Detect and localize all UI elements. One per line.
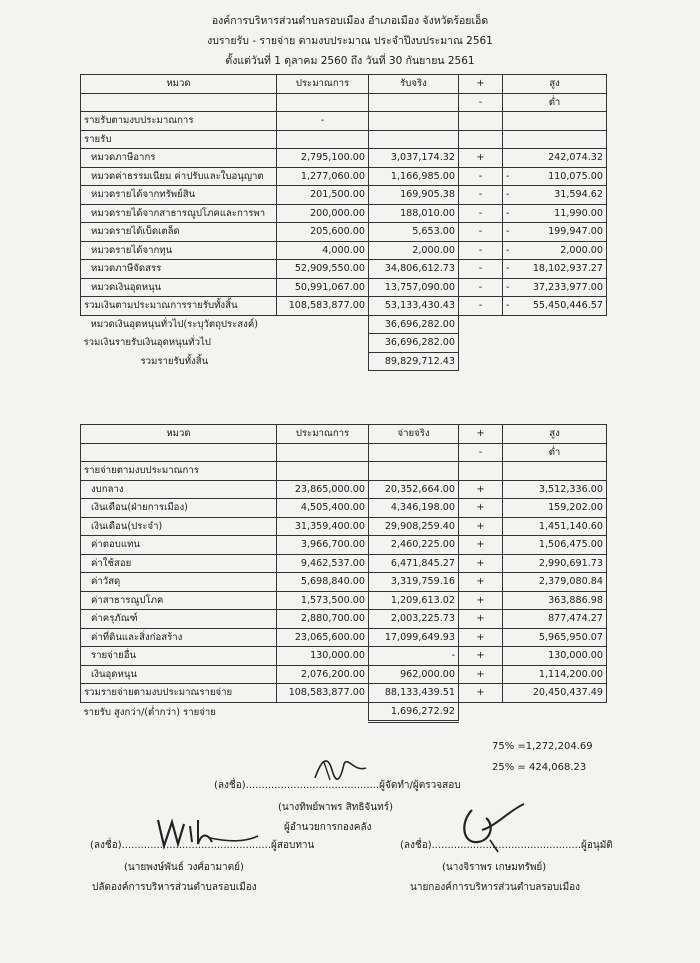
income-row-sign2: - — [506, 281, 510, 293]
income-col-minus: - — [459, 93, 503, 112]
income-row-diff — [503, 204, 607, 223]
income-row — [81, 241, 607, 260]
note-75-percent: 75% =1,272,204.69 — [492, 741, 593, 752]
expense-total-row — [81, 684, 607, 703]
income-row — [81, 186, 607, 205]
signature-1-line: (ลงชื่อ)..........................................ผู้จัดทำ/ผู้ตรวจสอบ — [214, 780, 461, 791]
expense-row-sign: + — [459, 628, 503, 647]
expense-total-diff: 20,450,437.49 — [503, 684, 607, 703]
expense-row-actual: 2,460,225.00 — [369, 536, 459, 555]
income-extra-label: รวมเงินรายรับเงินอุดหนุนทั่วไป — [83, 337, 211, 349]
expense-col-minus: - — [459, 443, 503, 462]
income-col-actual: รับจริง — [369, 75, 459, 94]
income-row — [81, 260, 607, 279]
signature-1-role: ผู้อำนวยการกองคลัง — [284, 822, 372, 833]
income-row-diff-value: 31,594.62 — [554, 189, 603, 201]
income-row-diff-value: 11,990.00 — [554, 207, 603, 219]
income-row-sign2: - — [506, 263, 510, 275]
expense-header-row — [81, 425, 607, 444]
expense-row — [81, 536, 607, 555]
income-row-sign: - — [459, 223, 503, 242]
expense-row-sign: + — [459, 591, 503, 610]
expense-row-diff: 877,474.27 — [503, 610, 607, 629]
income-row-budget: 50,991,067.00 — [277, 278, 369, 297]
expense-row-name: รายจ่ายอื่น — [81, 647, 277, 666]
expense-row-sign: + — [459, 499, 503, 518]
income-row-actual: 34,806,612.73 — [369, 260, 459, 279]
expense-row-actual: 17,099,649.93 — [369, 628, 459, 647]
income-row-sign: - — [459, 260, 503, 279]
doc-title-line2: งบรายรับ - รายจ่าย ตามงบประมาณ ประจำปีงบประมาณ 2561 — [207, 35, 493, 47]
income-row-actual: 169,905.38 — [369, 186, 459, 205]
expense-section-row — [81, 462, 607, 481]
income-extra-row — [81, 315, 607, 334]
expense-row-budget: 3,966,700.00 — [277, 536, 369, 555]
expense-row-sign: + — [459, 573, 503, 592]
expense-row-budget: 23,865,000.00 — [277, 480, 369, 499]
expense-header-row2 — [81, 443, 607, 462]
signature-1-name: (นางทิพย์พาพร สิทธิจันทร์) — [278, 802, 393, 813]
income-row-diff — [503, 260, 607, 279]
income-row-actual: 13,757,090.00 — [369, 278, 459, 297]
income-row-sign2: - — [506, 207, 510, 219]
signature-3-role: นายกองค์การบริหารส่วนตำบลรอบเมือง — [410, 882, 581, 893]
income-row-name: หมวดรายได้เบ็ดเตล็ด — [81, 223, 277, 242]
expense-row — [81, 573, 607, 592]
income-row-name: หมวดภาษีจัดสรร — [81, 260, 277, 279]
expense-row-diff: 3,512,336.00 — [503, 480, 607, 499]
expense-row — [81, 665, 607, 684]
expense-row — [81, 499, 607, 518]
expense-table — [80, 424, 607, 723]
expense-row-actual: 962,000.00 — [369, 665, 459, 684]
income-total-label: รวมเงินตามประมาณการรายรับทั้งสิ้น — [81, 297, 277, 316]
expense-row-actual: 2,003,225.73 — [369, 610, 459, 629]
expense-row-actual: - — [369, 647, 459, 666]
expense-row-diff: 363,886.98 — [503, 591, 607, 610]
income-row-sign: - — [459, 186, 503, 205]
expense-row-budget: 9,462,537.00 — [277, 554, 369, 573]
income-row-diff — [503, 186, 607, 205]
income-row-sign2: - — [506, 170, 510, 182]
income-row-name: หมวดรายได้จากทุน — [81, 241, 277, 260]
income-row-diff-value: 199,947.00 — [548, 226, 603, 238]
income-row-budget: 52,909,550.00 — [277, 260, 369, 279]
income-row-budget: 200,000.00 — [277, 204, 369, 223]
income-section-label: รายรับ — [81, 130, 277, 149]
expense-row-diff: 130,000.00 — [503, 647, 607, 666]
income-row — [81, 223, 607, 242]
income-row-actual: 1,166,985.00 — [369, 167, 459, 186]
income-row-sign: - — [459, 278, 503, 297]
income-row-actual: 5,653.00 — [369, 223, 459, 242]
expense-row-diff: 1,114,200.00 — [503, 665, 607, 684]
expense-row-diff: 159,202.00 — [503, 499, 607, 518]
expense-row — [81, 554, 607, 573]
expense-row-actual: 29,908,259.40 — [369, 517, 459, 536]
income-row-budget: 1,277,060.00 — [277, 167, 369, 186]
expense-row-budget: 31,359,400.00 — [277, 517, 369, 536]
expense-row-diff: 2,379,080.84 — [503, 573, 607, 592]
income-col-low: ต่ำ — [503, 93, 607, 112]
income-row-sign: - — [459, 241, 503, 260]
income-row-diff — [503, 241, 607, 260]
income-row-diff — [503, 149, 607, 168]
income-extra-label: หมวดเงินอุดหนุนทั่วไป(ระบุวัตถุประสงค์) — [90, 319, 259, 330]
expense-row-name: เงินเดือน(ประจำ) — [81, 517, 277, 536]
expense-row-name: ค่าสาธารณูปโภค — [81, 591, 277, 610]
expense-row-sign: + — [459, 554, 503, 573]
expense-row-diff: 5,965,950.07 — [503, 628, 607, 647]
income-row-sign: - — [459, 204, 503, 223]
expense-row-sign: + — [459, 480, 503, 499]
income-row-sign2: - — [506, 189, 510, 201]
expense-row-budget: 5,698,840.00 — [277, 573, 369, 592]
income-row-sign: + — [459, 149, 503, 168]
expense-row-name: งบกลาง — [81, 480, 277, 499]
income-section-mark: - — [277, 112, 369, 131]
income-row-sign2: - — [506, 244, 510, 256]
expense-row-budget: 4,505,400.00 — [277, 499, 369, 518]
income-row-name: หมวดรายได้จากทรัพย์สิน — [81, 186, 277, 205]
expense-row — [81, 517, 607, 536]
expense-row-name: ค่าที่ดินและสิ่งก่อสร้าง — [81, 628, 277, 647]
signature-2-name: (นายพงษ์พันธ์ วงศ์อามาตย์) — [124, 862, 244, 873]
expense-row — [81, 610, 607, 629]
income-row-budget: 201,500.00 — [277, 186, 369, 205]
income-row-name: หมวดรายได้จากสาธารณูปโภคและการพา — [81, 204, 277, 223]
income-header-row2 — [81, 93, 607, 112]
expense-total-budget: 108,583,877.00 — [277, 684, 369, 703]
income-col-budget: ประมาณการ — [277, 75, 369, 94]
expense-row-diff: 1,506,475.00 — [503, 536, 607, 555]
income-total-sign2: - — [506, 300, 510, 312]
expense-col-budget: ประมาณการ — [277, 425, 369, 444]
income-row — [81, 149, 607, 168]
note-25-percent: 25% = 424,068.23 — [492, 762, 587, 773]
income-row-diff-value: 110,075.00 — [548, 170, 603, 182]
expense-row-sign: + — [459, 647, 503, 666]
income-row — [81, 204, 607, 223]
expense-row-sign: + — [459, 665, 503, 684]
income-extra-value: 36,696,282.00 — [369, 315, 459, 334]
income-row-diff — [503, 167, 607, 186]
income-total-actual: 53,133,430.43 — [369, 297, 459, 316]
expense-row-budget: 23,065,600.00 — [277, 628, 369, 647]
expense-balance-value: 1,696,272.92 — [369, 702, 459, 722]
expense-row-sign: + — [459, 610, 503, 629]
income-row-diff-value: 242,074.32 — [548, 152, 603, 164]
expense-section-label: รายจ่ายตามงบประมาณการ — [81, 462, 277, 481]
income-row — [81, 278, 607, 297]
expense-row-budget: 130,000.00 — [277, 647, 369, 666]
expense-total-label: รวมรายจ่ายตามงบประมาณรายจ่าย — [81, 684, 277, 703]
income-row-sign2: - — [506, 226, 510, 238]
income-row-diff-value: 18,102,937.27 — [532, 263, 603, 275]
expense-balance-label: รายรับ สูงกว่า/(ต่ำกว่า) รายจ่าย — [83, 706, 216, 718]
income-row-diff — [503, 278, 607, 297]
income-row — [81, 167, 607, 186]
expense-row-actual: 1,209,613.02 — [369, 591, 459, 610]
expense-row-name: ค่าวัสดุ — [81, 573, 277, 592]
doc-title-line3: ตั้งแต่วันที่ 1 ตุลาคม 2560 ถึง วันที่ 30 กันยายน 2561 — [225, 55, 475, 67]
expense-row-budget: 1,573,500.00 — [277, 591, 369, 610]
income-header-row — [81, 75, 607, 94]
income-extra-value: 89,829,712.43 — [369, 352, 459, 371]
expense-col-plus: + — [459, 425, 503, 444]
income-extra-row — [81, 334, 607, 353]
income-row-budget: 2,795,100.00 — [277, 149, 369, 168]
income-total-sign: - — [459, 297, 503, 316]
income-row-actual: 3,037,174.32 — [369, 149, 459, 168]
signature-3-line: (ลงชื่อ)...............................................ผู้อนุมัติ — [400, 840, 613, 851]
expense-row-name: เงินอุดหนุน — [81, 665, 277, 684]
expense-total-actual: 88,133,439.51 — [369, 684, 459, 703]
expense-row-diff: 2,990,691.73 — [503, 554, 607, 573]
income-row-budget: 205,600.00 — [277, 223, 369, 242]
income-row-budget: 4,000.00 — [277, 241, 369, 260]
expense-row-sign: + — [459, 517, 503, 536]
income-row-name: หมวดเงินอุดหนุน — [81, 278, 277, 297]
expense-row-name: ค่าตอบแทน — [81, 536, 277, 555]
expense-col-actual: จ่ายจริง — [369, 425, 459, 444]
expense-row-actual: 20,352,664.00 — [369, 480, 459, 499]
income-col-cat: หมวด — [81, 75, 277, 94]
income-total-budget: 108,583,877.00 — [277, 297, 369, 316]
expense-row-budget: 2,076,200.00 — [277, 665, 369, 684]
expense-col-high: สูง — [503, 425, 607, 444]
signature-2-role: ปลัดองค์การบริหารส่วนตำบลรอบเมือง — [92, 882, 257, 893]
income-extra-row — [81, 352, 607, 371]
expense-row — [81, 591, 607, 610]
doc-title-line1: องค์การบริหารส่วนตำบลรอบเมือง อำเภอเมือง จังหวัดร้อยเอ็ด — [211, 15, 489, 27]
expense-row-name: เงินเดือน(ฝ่ายการเมือง) — [81, 499, 277, 518]
expense-col-low: ต่ำ — [503, 443, 607, 462]
expense-row — [81, 628, 607, 647]
income-total-diff: - 55,450,446.57 — [503, 297, 607, 316]
expense-row-sign: + — [459, 536, 503, 555]
expense-total-sign: + — [459, 684, 503, 703]
expense-row-budget: 2,880,700.00 — [277, 610, 369, 629]
expense-col-cat: หมวด — [81, 425, 277, 444]
income-col-high: สูง — [503, 75, 607, 94]
income-row-actual: 2,000.00 — [369, 241, 459, 260]
income-row-actual: 188,010.00 — [369, 204, 459, 223]
income-section-row — [81, 130, 607, 149]
income-row-name: หมวดภาษีอากร — [81, 149, 277, 168]
signature-3-name: (นางจิราพร เกษมทรัพย์) — [442, 862, 547, 873]
expense-row-actual: 6,471,845.27 — [369, 554, 459, 573]
income-row-name: หมวดค่าธรรมเนียม ค่าปรับและใบอนุญาต — [81, 167, 277, 186]
income-section-row — [81, 112, 607, 131]
expense-row-actual: 4,346,198.00 — [369, 499, 459, 518]
expense-row-name: ค่าใช้สอย — [81, 554, 277, 573]
expense-row-diff: 1,451,140.60 — [503, 517, 607, 536]
income-extra-label: รวมรายรับทั้งสิ้น — [140, 355, 209, 367]
expense-row — [81, 480, 607, 499]
income-row-diff-value: 37,233,977.00 — [532, 281, 603, 293]
income-extra-value: 36,696,282.00 — [369, 334, 459, 353]
expense-row-actual: 3,319,759.16 — [369, 573, 459, 592]
income-row-sign: - — [459, 167, 503, 186]
income-section-label: รายรับตามงบประมาณการ — [81, 112, 277, 131]
expense-row-name: ค่าครุภัณฑ์ — [81, 610, 277, 629]
expense-row — [81, 647, 607, 666]
income-total-row — [81, 297, 607, 316]
income-row-diff — [503, 223, 607, 242]
income-row-diff-value: 2,000.00 — [560, 244, 603, 256]
signature-2-line: (ลงชื่อ)...............................................ผู้สอบทาน — [90, 840, 315, 851]
expense-balance-row — [81, 702, 607, 722]
income-col-plus: + — [459, 75, 503, 94]
income-table — [80, 74, 607, 371]
